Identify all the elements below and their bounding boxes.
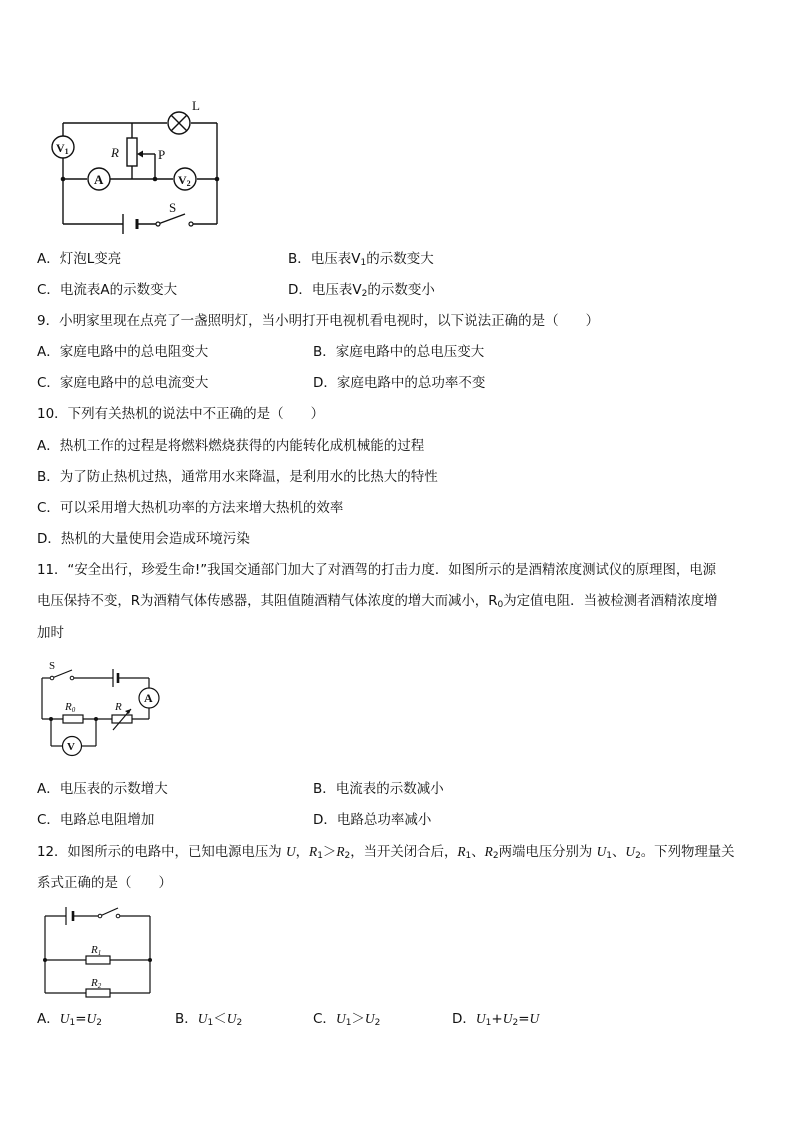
q11-option-b: B．电流表的示数减小 — [313, 781, 444, 797]
q12-s-g: 。下列物理量关 — [640, 845, 735, 860]
q8-option-d-sub: 2 — [361, 289, 368, 299]
voltmeter1-subscript: 1 — [64, 147, 69, 156]
q12-c-u2s: 2 — [374, 1018, 381, 1028]
q12-d-u: U — [475, 1011, 486, 1026]
q12-s-d: 、 — [471, 845, 485, 860]
q12-s-u2s: 2 — [635, 851, 641, 861]
ammeter-label: A — [94, 172, 104, 187]
q11-r-label: R — [115, 701, 122, 713]
q12-b-u2s: 2 — [236, 1018, 243, 1028]
q12-a-u: U — [59, 1011, 70, 1026]
voltmeter1-label: V — [56, 141, 65, 155]
q12-s-r1bs: 1 — [465, 851, 472, 861]
q10-option-a: A．热机工作的过程是将燃料燃烧获得的内能转化成机械能的过程 — [37, 438, 425, 454]
q12-s-r1b: R — [457, 844, 466, 859]
q8-option-d — [288, 281, 435, 299]
q12-s-r1s: 1 — [317, 851, 323, 861]
q12-r2-label: R — [91, 977, 98, 989]
q12-b-op: ＜ — [213, 1011, 227, 1027]
q12-c-u2: U — [364, 1011, 375, 1026]
q8-circuit-figure — [45, 96, 235, 226]
q12-option-c — [313, 1010, 380, 1028]
q12-d-label: D． — [452, 1011, 476, 1027]
q12-r1-label: R — [91, 944, 98, 956]
q12-s-r1: R — [309, 844, 318, 859]
q11-option-d: D．电路总功率减小 — [313, 812, 432, 828]
q11-stem-line2-post: 为定值电阻．当被检测者酒精浓度增 — [503, 594, 718, 609]
q8-option-c: C．电流表A的示数变大 — [37, 282, 178, 298]
q12-r2-subscript: 2 — [97, 982, 102, 990]
q11-stem-line2 — [37, 593, 717, 611]
switch-label: S — [169, 200, 177, 215]
q12-a-op: = — [75, 1011, 87, 1027]
q12-a-u2s: 2 — [96, 1018, 103, 1028]
svg-text:R1 — [90, 944, 101, 957]
q12-c-label: C． — [313, 1011, 336, 1027]
q12-r1-subscript: 1 — [97, 949, 102, 957]
q12-a-u2: U — [86, 1011, 97, 1026]
q12-s-r2: R — [336, 844, 345, 859]
q8-option-d-post: 的示数变小 — [367, 282, 435, 298]
q12-s-u1s: 1 — [606, 851, 612, 861]
q12-b-label: B． — [175, 1011, 198, 1027]
q10-option-d: D．热机的大量使用会造成环境污染 — [37, 531, 250, 547]
q12-stem-line2: 系式正确的是（ ） — [37, 875, 172, 891]
q12-s-f: 、 — [612, 845, 626, 860]
q11-voltmeter-label: V — [67, 741, 75, 753]
q12-d-u2: U — [502, 1011, 513, 1026]
q12-d-us: 1 — [485, 1018, 492, 1028]
q8-option-d-pre: D．电压表V — [288, 282, 362, 298]
q12-s-r2b: R — [484, 844, 493, 859]
q10-option-b: B．为了防止热机过热，通常用水来降温，是利用水的比热大的特性 — [37, 469, 438, 485]
q11-r0-label: R — [65, 701, 72, 713]
svg-text:R0 — [64, 701, 76, 714]
q8-option-b — [288, 250, 434, 268]
q11-stem-line1: 11．“安全出行，珍爱生命!”我国交通部门加大了对酒驾的打击力度．如图所示的是酒精浓度测试仪的原理图，电源 — [37, 563, 717, 578]
q12-s-a: 12．如图所示的电路中，已知电源电压为 — [37, 845, 286, 860]
q12-s-u1: U — [596, 844, 607, 859]
q9-option-b: B．家庭电路中的总电压变大 — [313, 344, 485, 360]
q12-a-us: 1 — [69, 1018, 76, 1028]
q12-b-u2: U — [226, 1011, 237, 1026]
q12-c-us: 1 — [345, 1018, 352, 1028]
q11-circuit-figure — [36, 658, 176, 768]
q12-stem-line1 — [37, 843, 735, 862]
q12-s-u: U — [285, 844, 296, 859]
svg-text:R2 — [90, 977, 102, 990]
q12-s-r2s: 2 — [344, 851, 351, 861]
q12-option-a — [37, 1010, 102, 1028]
q8-option-a: A．灯泡L变亮 — [37, 251, 122, 267]
q9-option-d: D．家庭电路中的总功率不变 — [313, 375, 486, 391]
q8-option-b-sub: 1 — [360, 258, 367, 268]
q12-d-u-total: U — [529, 1011, 540, 1026]
q12-s-u2: U — [625, 844, 636, 859]
q11-r0-subscript: 0 — [71, 706, 76, 714]
q12-d-eq: = — [518, 1011, 530, 1027]
q11-stem-line2-sub: 0 — [497, 600, 504, 610]
q8-option-b-post: 的示数变大 — [366, 251, 434, 267]
q12-s-b: ， — [295, 845, 309, 860]
q12-c-u: U — [335, 1011, 346, 1026]
q12-circuit-figure — [40, 900, 160, 1000]
q12-s-r2bs: 2 — [492, 851, 499, 861]
q8-option-b-pre: B．电压表V — [288, 251, 361, 267]
voltmeter2-label: V — [178, 173, 187, 187]
q11-option-a: A．电压表的示数增大 — [37, 781, 168, 797]
q9-option-a: A．家庭电路中的总电阻变大 — [37, 344, 209, 360]
q12-option-d — [452, 1010, 539, 1028]
q10-stem: 10．下列有关热机的说法中不正确的是（ ） — [37, 406, 325, 422]
q12-d-op: + — [491, 1011, 503, 1027]
q11-stem-line2-pre: 电压保持不变，R为酒精气体传感器，其阻值随酒精气体浓度的增大而减小，R — [37, 594, 498, 609]
q12-s-c: ，当开关闭合后， — [350, 845, 458, 860]
q9-option-c: C．家庭电路中的总电流变大 — [37, 375, 209, 391]
q12-c-op: ＞ — [351, 1011, 365, 1027]
q11-option-c: C．电路总电阻增加 — [37, 812, 155, 828]
slider-label: P — [158, 147, 166, 162]
voltmeter2-subscript: 2 — [186, 179, 191, 188]
q12-s-e: 两端电压分别为 — [498, 845, 597, 860]
q11-switch-label: S — [49, 660, 56, 672]
rheostat-label: R — [111, 145, 119, 160]
q10-option-c: C．可以采用增大热机功率的方法来增大热机的效率 — [37, 500, 344, 516]
lamp-label: L — [192, 98, 200, 113]
q12-b-us: 1 — [207, 1018, 214, 1028]
q12-s-gt: ＞ — [322, 845, 337, 860]
q12-d-u2s: 2 — [512, 1018, 519, 1028]
q11-ammeter-label: A — [144, 691, 153, 705]
q11-stem-line3: 加时 — [37, 625, 64, 641]
q9-stem: 9．小明家里现在点亮了一盏照明灯，当小明打开电视机看电视时，以下说法正确的是（ ） — [37, 313, 600, 329]
q12-option-b — [175, 1010, 242, 1028]
q12-b-u: U — [197, 1011, 208, 1026]
q12-a-label: A． — [37, 1011, 60, 1027]
